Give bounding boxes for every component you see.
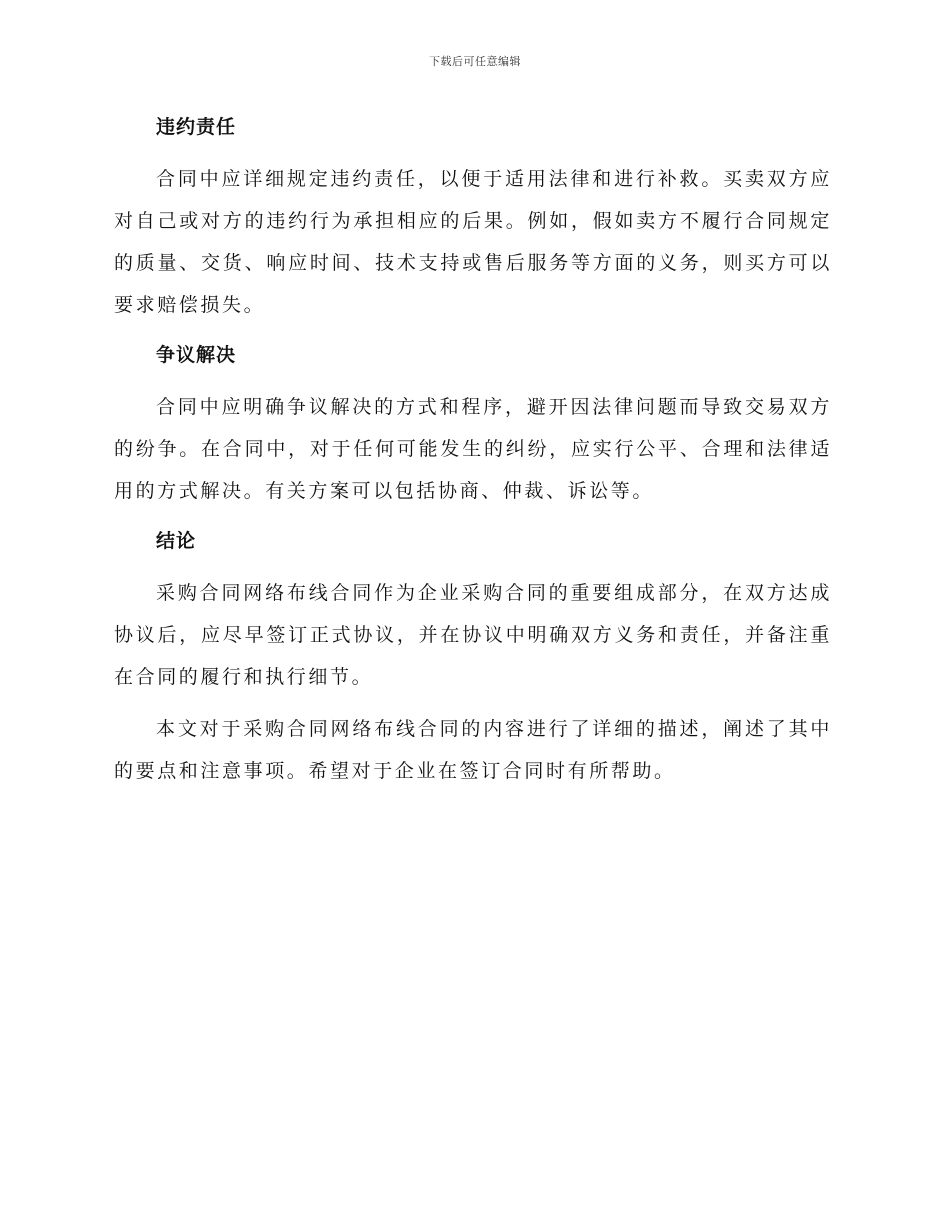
paragraph: 合同中应明确争议解决的方式和程序，避开因法律问题而导致交易双方的纷争。在合同中，对于任何可能发生的纠纷，应实行公平、合理和法律适用的方式解决。有关方案可以包括协商、仲裁、诉讼等。 [114,396,832,502]
section-conclusion [114,526,832,792]
paragraph: 本文对于采购合同网络布线合同的内容进行了详细的描述，阐述了其中的要点和注意事项。希望对于企业在签订合同时有所帮助。 [114,718,832,782]
section-breach-liability [114,112,832,326]
paragraph: 合同中应详细规定违约责任，以便于适用法律和进行补救。买卖双方应对自己或对方的违约行为承担相应的后果。例如，假如卖方不履行合同规定的质量、交货、响应时间、技术支持或售后服务等方面的义务，则买方可以要求赔偿损失。 [114,168,832,316]
section-heading: 结论 [156,530,197,552]
section-heading: 违约责任 [156,116,237,138]
page-header: 下载后可任意编辑 [429,55,521,68]
document-body [114,112,832,792]
section-dispute-resolution [114,340,832,512]
paragraph: 采购合同网络布线合同作为企业采购合同的重要组成部分，在双方达成协议后，应尽早签订正式协议，并在协议中明确双方义务和责任，并备注重在合同的履行和执行细节。 [114,582,832,688]
section-heading: 争议解决 [156,344,237,366]
